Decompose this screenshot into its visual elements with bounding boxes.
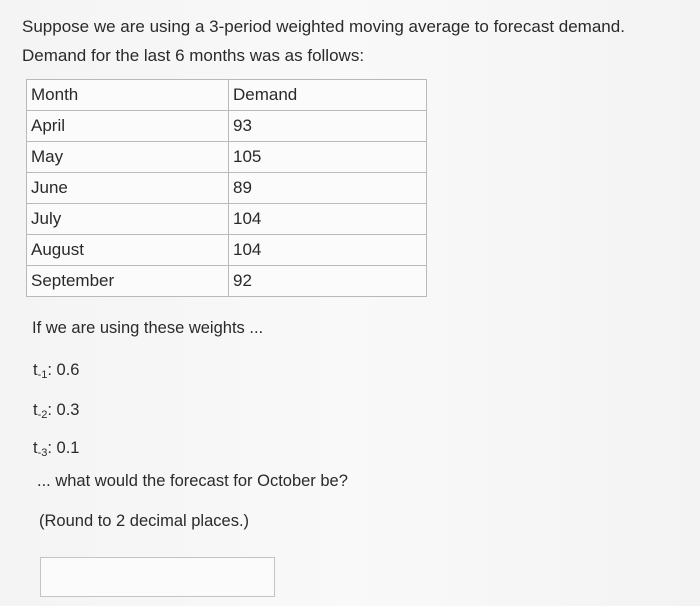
demand-cell: 89: [229, 173, 427, 204]
weight-label-base: t: [33, 401, 38, 419]
header-month: Month: [27, 80, 229, 111]
month-cell: June: [27, 173, 229, 204]
weight-sep: :: [47, 401, 57, 419]
month-cell: August: [27, 235, 229, 266]
weights-intro: If we are using these weights ...: [32, 319, 264, 337]
table-row: [27, 173, 427, 204]
table-row: [27, 204, 427, 235]
weight-sep: :: [47, 439, 57, 457]
weight-t2: [33, 401, 79, 421]
weight-value: 0.1: [56, 439, 80, 457]
weight-t3: [33, 439, 79, 459]
table-row: [27, 111, 427, 142]
weight-value: 0.3: [56, 401, 80, 419]
demand-table: [26, 79, 427, 297]
month-cell: July: [27, 204, 229, 235]
table-row: [27, 235, 427, 266]
demand-cell: 105: [229, 142, 427, 173]
weight-value: 0.6: [56, 361, 80, 379]
demand-cell: 104: [229, 235, 427, 266]
month-cell: May: [27, 142, 229, 173]
weight-sep: :: [47, 361, 57, 379]
answer-input[interactable]: [40, 557, 275, 597]
header-demand: Demand: [229, 80, 427, 111]
table-row: [27, 142, 427, 173]
weight-label-sub: -2: [37, 409, 48, 421]
weight-label-sub: -3: [37, 447, 48, 459]
rounding-note: (Round to 2 decimal places.): [39, 512, 250, 530]
demand-cell: 93: [229, 111, 427, 142]
demand-cell: 92: [229, 266, 427, 297]
question-intro: Suppose we are using a 3-period weighted moving average to forecast demand. Demand for the last 6 months was as follows:: [22, 17, 625, 65]
weight-t1: [33, 361, 79, 381]
weight-label-base: t: [33, 439, 38, 457]
month-cell: April: [27, 111, 229, 142]
month-cell: September: [27, 266, 229, 297]
forecast-prompt: ... what would the forecast for October be?: [37, 472, 348, 490]
table-row: [27, 266, 427, 297]
demand-cell: 104: [229, 204, 427, 235]
weight-label-base: t: [33, 361, 38, 379]
weight-label-sub: -1: [37, 369, 48, 381]
table-header-row: [27, 80, 427, 111]
